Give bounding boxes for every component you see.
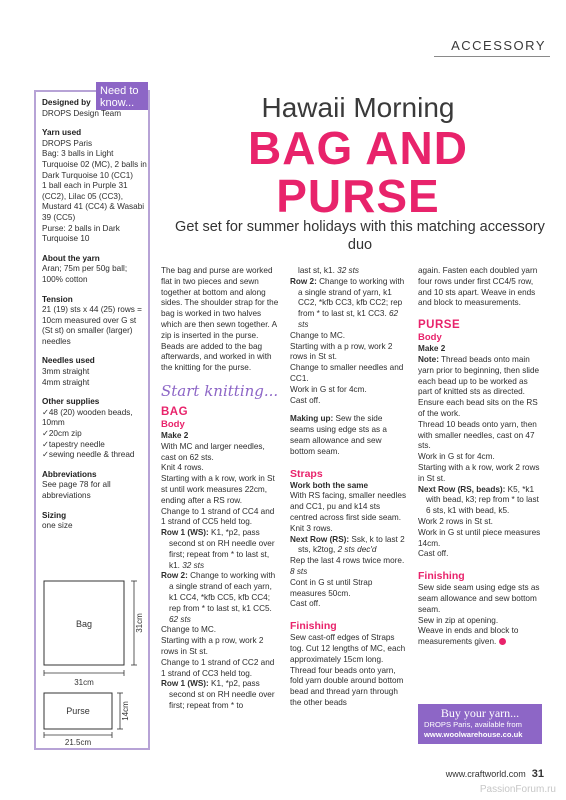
- finishing-heading: Finishing: [418, 570, 465, 583]
- instruction: With RS facing, smaller needles and CC1, pu and k14 sts centred across first side seam.: [290, 491, 407, 522]
- footer-site[interactable]: www.craftworld.com: [445, 769, 526, 779]
- sidebar-content: [42, 98, 147, 532]
- designed-heading: Designed by: [42, 98, 91, 107]
- need-to-know-tab: Need to know...: [96, 82, 148, 110]
- instruction: Work in G st until piece measures 14cm.: [418, 527, 541, 548]
- instruction: Rep the last 4 rows twice more. 8 sts: [290, 556, 405, 576]
- work-both-label: Work both the same: [290, 480, 369, 490]
- body-heading: Body: [161, 418, 185, 430]
- instruction: Starting with a k row, work 2 rows in St st.: [418, 462, 540, 483]
- row-instruction: Row 2: Change to working with a single strand of each yarn, k1 CC4, *kfb CC5, kfb CC4; rep from * to last st, k1 CC5. 62 sts: [161, 571, 276, 624]
- abbr-heading: Abbreviations: [42, 469, 97, 479]
- instruction: Cast off.: [418, 549, 449, 559]
- instruction: Starting with a p row, work 2 rows in St st.: [290, 341, 393, 362]
- subtitle: Get set for summer holidays with this matching accessory duo: [175, 219, 545, 253]
- designed-value: DROPS Design Team: [42, 108, 122, 118]
- sizing-heading: Sizing: [42, 510, 67, 520]
- section-divider: [434, 56, 550, 57]
- column-1: [161, 266, 279, 712]
- instruction: Cont in G st until Strap measures 50cm.: [290, 577, 373, 598]
- bag-height-label: 31cm: [135, 613, 144, 633]
- title-line-3: PURSE: [276, 170, 440, 222]
- yarn-line: DROPS Paris: [42, 138, 93, 148]
- section-label: ACCESSORY: [451, 38, 546, 53]
- instruction: Work in G st for 4cm.: [290, 384, 367, 394]
- instruction: Work 2 rows in St st.: [418, 516, 493, 526]
- start-knitting-heading: Start knitting...: [161, 381, 279, 400]
- needle-item: 4mm straight: [42, 377, 90, 387]
- instruction: With MC and larger needles, cast on 62 sts.: [161, 441, 265, 462]
- tension-heading: Tension: [42, 294, 73, 304]
- buy-yarn-text: DROPS Paris, available from: [424, 720, 522, 729]
- title-line-1: Hawaii Morning: [261, 92, 455, 123]
- purse-heading: PURSE: [418, 319, 461, 332]
- purse-label: Purse: [66, 706, 90, 716]
- instruction: Change to MC.: [290, 330, 346, 340]
- row-instruction: Row 1 (WS): K1, *p2, pass second st on RH needle over first; repeat from * to: [161, 679, 275, 710]
- title-line-2: BAG AND: [248, 122, 468, 174]
- tension-value: 21 (19) sts x 44 (25) rows = 10cm measured over G st (St st) on smaller (larger) needles: [42, 305, 142, 346]
- make-count: Make 2: [418, 344, 446, 354]
- supply-item: ✓ tapestry needle: [42, 440, 147, 451]
- row-instruction: Next Row (RS, beads): K5, *k1 with bead, k3; rep from * to last 6 sts, k1 with bead, k5.: [418, 484, 539, 516]
- instruction: again. Fasten each doubled yarn four rows under first CC4/5 row, and 10 sts apart. Weave in ends and block to measurements.: [418, 266, 538, 308]
- instruction: Change to 1 strand of CC4 and 1 strand of CC5 held tog.: [161, 506, 275, 527]
- supplies-heading: Other supplies: [42, 397, 100, 407]
- yarn-line: Purse: 2 balls in Dark Turquoise 10: [42, 223, 120, 244]
- abbr-value: See page 78 for all abbreviations: [42, 480, 111, 500]
- purse-height-label: 14cm: [121, 701, 130, 721]
- instruction: Weave in ends and block to measurements given.: [418, 626, 519, 647]
- sizing-value: one size: [42, 521, 73, 531]
- row-instruction: Row 1 (WS): K1, *p2, pass second st on RH needle over first; repeat from * to last st, k1. 32 sts: [161, 528, 275, 570]
- supply-item: ✓ sewing needle & thread: [42, 450, 147, 461]
- instruction: Change to MC.: [161, 625, 217, 635]
- buy-yarn-box: [418, 704, 542, 744]
- bag-width-label: 31cm: [74, 678, 94, 687]
- yarn-line: 1 ball each in Purple 31 (CC2), Lilac 05 (CC3), Mustard 41 (CC4) & Wasabi 39 (CC5): [42, 181, 145, 222]
- watermark: PassionForum.ru: [479, 784, 556, 795]
- needles-heading: Needles used: [42, 356, 95, 366]
- instruction: Knit 3 rows.: [290, 523, 333, 533]
- yarn-heading: Yarn used: [42, 128, 82, 138]
- title-main: [162, 124, 554, 220]
- supply-item: ✓ 48 (20) wooden beads, 10mm: [42, 408, 147, 429]
- bag-heading: BAG: [161, 405, 189, 418]
- making-up: Making up: Sew the side seams using edge sts as a seam allowance and sew bottom seam.: [290, 414, 387, 456]
- yarn-line: Bag: 3 balls in Light Turquoise 02 (MC), 2 balls in Dark Turquoise 10 (CC1): [42, 149, 147, 180]
- row-instruction: Row 2: Change to working with a single strand of yarn, k1 CC2, *kfb CC3, kfb CC2; rep from * to last st, k1 CC3. 62 sts: [290, 276, 405, 329]
- purse-width-label: 21.5cm: [64, 738, 92, 745]
- page-footer: [446, 768, 544, 780]
- instruction: Sew in zip at opening.: [418, 615, 499, 625]
- instruction: Thread 10 beads onto yarn, then with smaller needles, cast on 47 sts.: [418, 419, 537, 451]
- bag-label: Bag: [75, 619, 93, 629]
- row-instruction: Next Row (RS): Ssk, k to last 2 sts, k2tog, 2 sts dec'd: [290, 534, 405, 555]
- instruction: Work in G st for 4cm.: [418, 452, 495, 462]
- end-bullet-icon: [499, 638, 506, 645]
- instruction: Cast off.: [290, 599, 321, 609]
- instruction: Change to smaller needles and CC1.: [290, 363, 404, 383]
- straps-heading: Straps: [290, 467, 323, 480]
- make-count: Make 2: [161, 430, 189, 440]
- instruction: Starting with a p row, work 2 rows in St st.: [161, 636, 264, 656]
- body-heading: Body: [418, 332, 442, 344]
- instruction: Starting with a k row, work in St st until work measures 22cm, ending after a RS row.: [161, 474, 275, 505]
- note: Note: Thread beads onto main yarn prior to beginning, then slide each bead up to be worked as part of knitted sts as directed. Ensure each bead sits on the RS of the work.: [418, 354, 540, 418]
- supply-item: ✓ 20cm zip: [42, 429, 147, 440]
- instruction: Knit 4 rows.: [161, 463, 204, 473]
- intro-text: The bag and purse are worked flat in two pieces and sewn together at bottom and along sides. The shoulder strap for the bag is worked in two halves which are then sewn together. A zip is inserted in the purse. Beads are added to the bag afterwards, and worked in with the knitting for the purse.: [161, 266, 279, 373]
- instruction: Sew cast-off edges of Straps tog. Cut 12 lengths of MC, each approximately 15cm long. Thread four beads onto yarn, fold yarn double around bottom bead and thread yarn through the other beads: [290, 633, 406, 707]
- instruction: Cast off.: [290, 395, 321, 405]
- column-2: [290, 266, 408, 709]
- column-3: [418, 266, 543, 648]
- needle-item: 3mm straight: [42, 367, 90, 377]
- buy-yarn-title: Buy your yarn...: [440, 706, 520, 720]
- about-value: Aran; 75m per 50g ball; 100% cotton: [42, 264, 128, 284]
- instruction: Sew side seam using edge sts as seam allowance and sew bottom seam.: [418, 583, 540, 614]
- buy-yarn-url[interactable]: www.woolwarehouse.co.uk: [424, 730, 523, 739]
- size-diagram: [38, 575, 148, 745]
- instruction: Change to 1 strand of CC2 and 1 strand of CC3 held tog.: [161, 657, 275, 678]
- row-instruction: last st, k1. 32 sts: [298, 266, 359, 275]
- page-number: 31: [531, 768, 544, 780]
- about-heading: About the yarn: [42, 253, 100, 263]
- finishing-heading: Finishing: [290, 620, 337, 633]
